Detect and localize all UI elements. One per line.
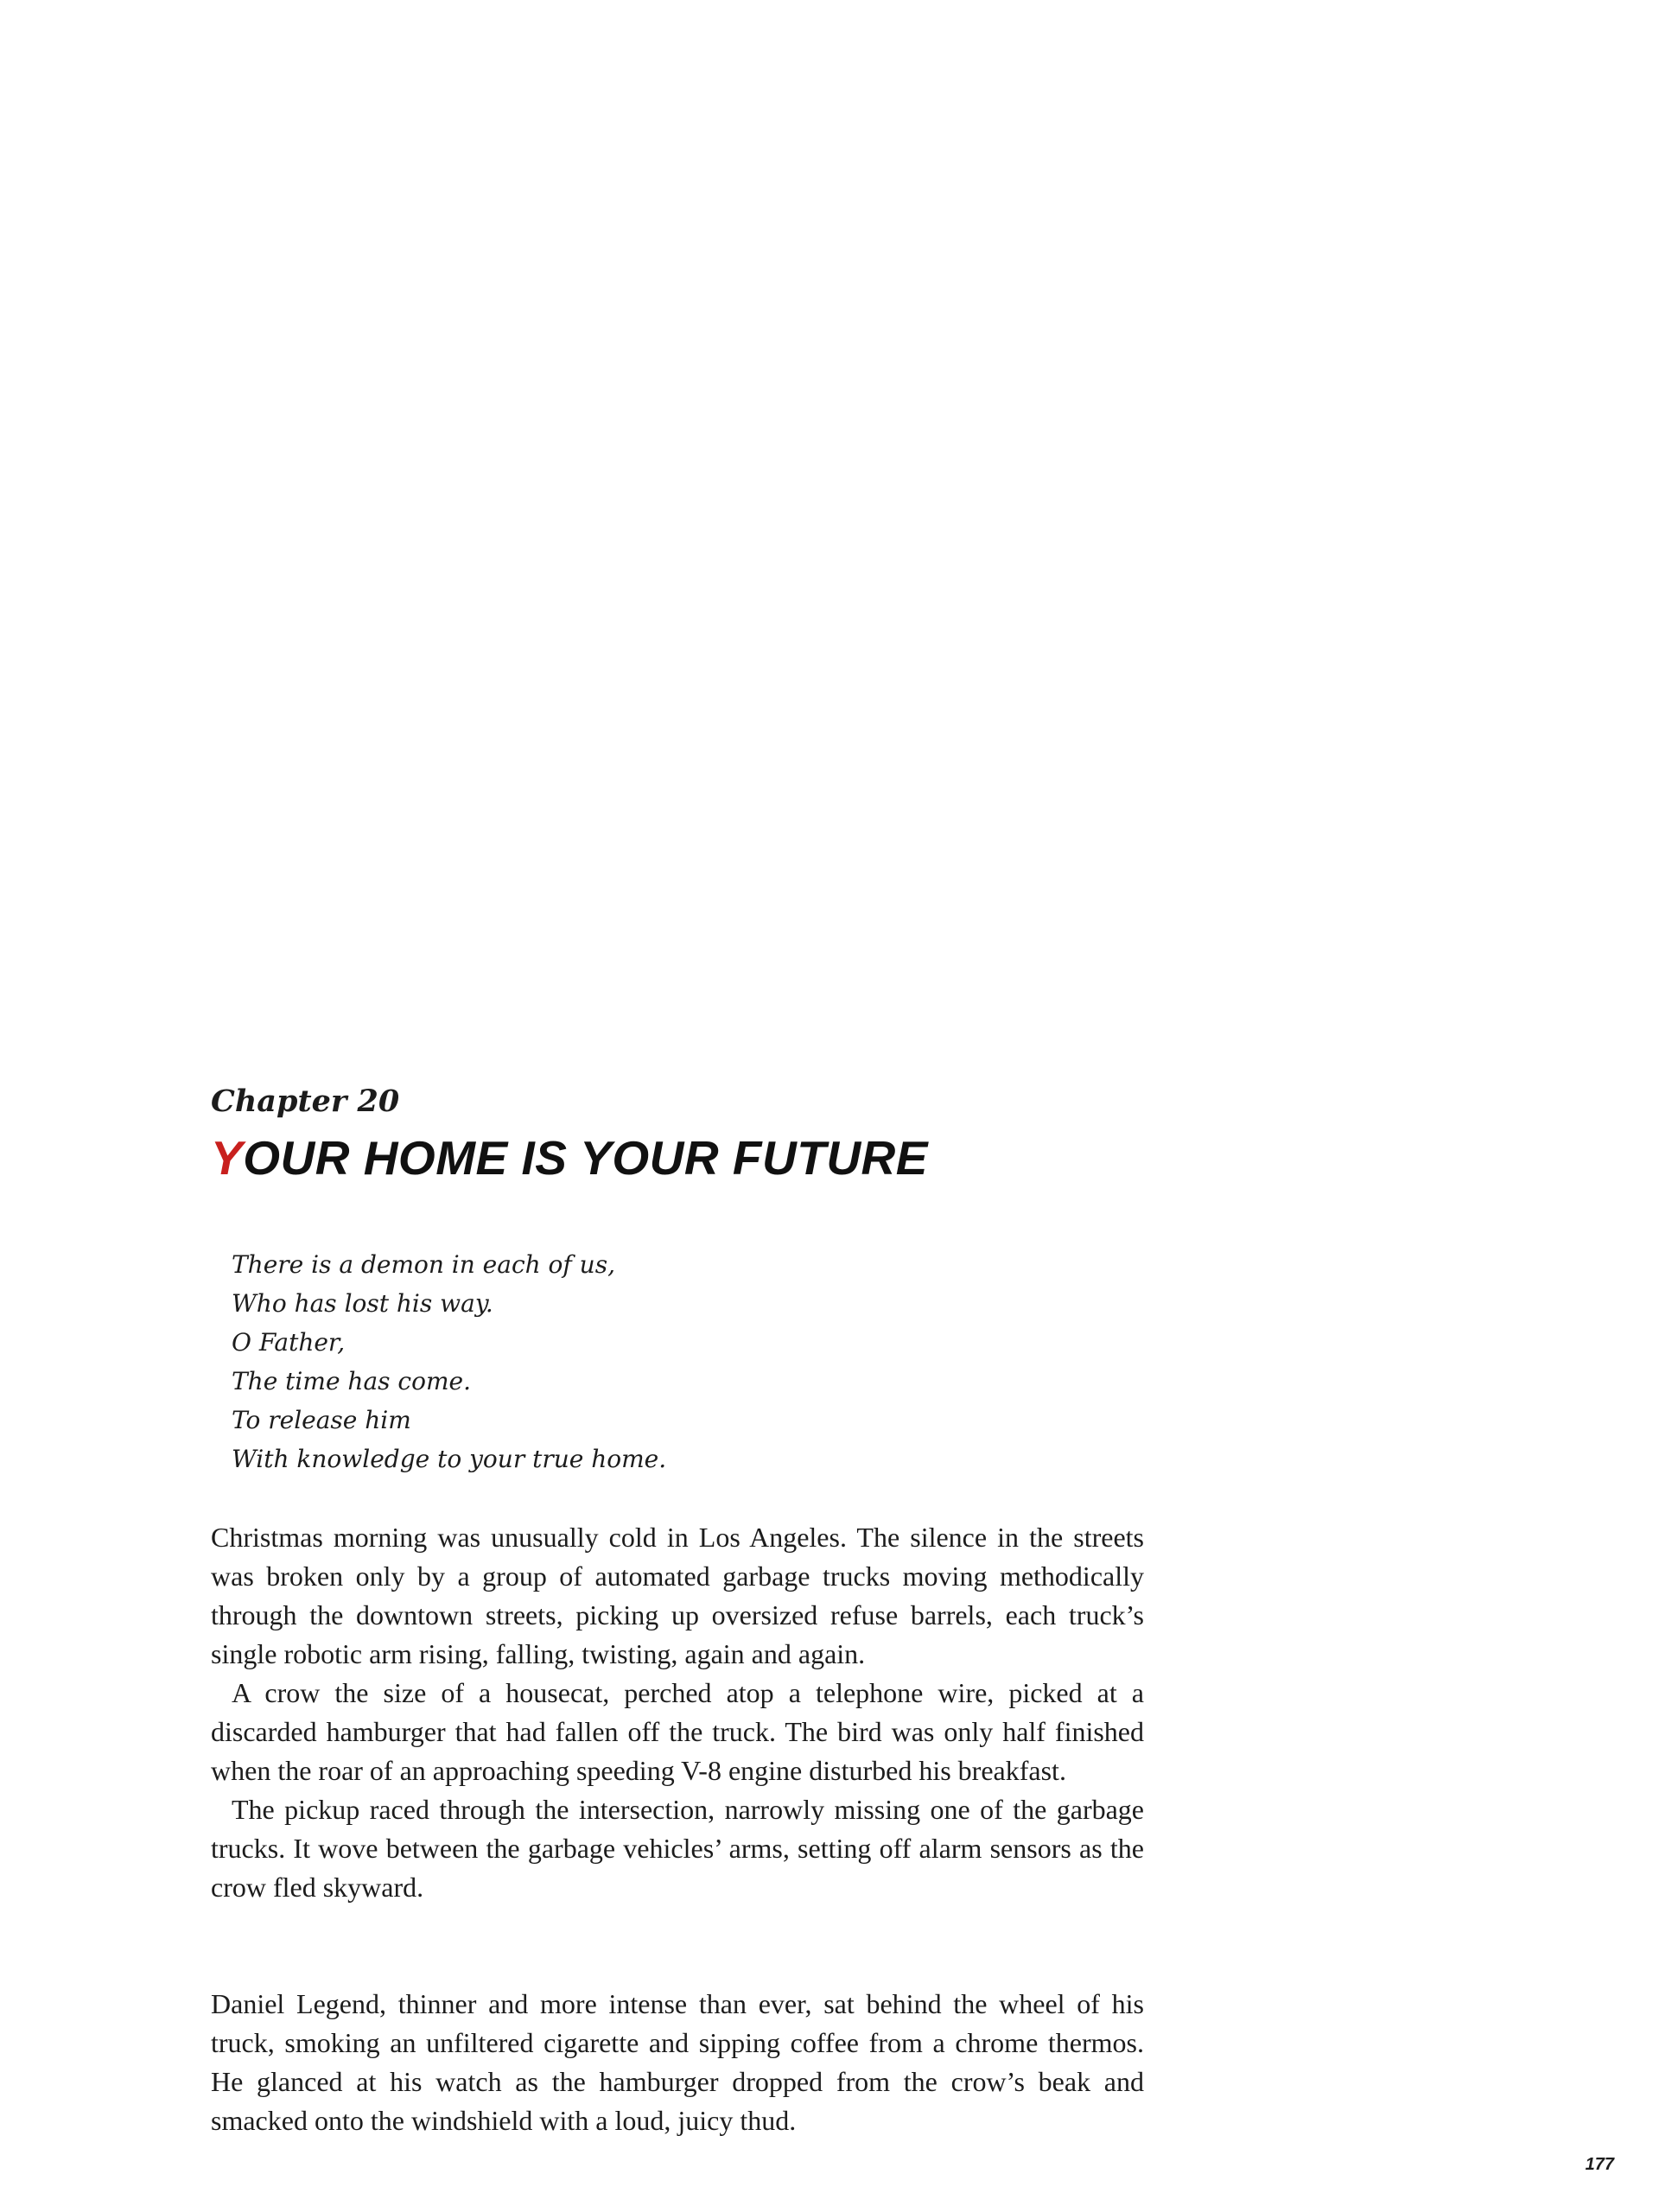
epigraph-line: O Father,	[232, 1328, 346, 1357]
epigraph-line: To release him	[232, 1406, 411, 1434]
epigraph-line: There is a demon in each of us,	[232, 1250, 615, 1279]
chapter-label: Chapter 20	[211, 1084, 400, 1119]
chapter-title	[211, 1130, 928, 1185]
body-paragraph: A crow the size of a housecat, perched atop a telephone wire, picked at a discarded hamburger that had fallen off the truck. The bird was only half finished when the roar of an approaching speeding V-8 engine disturbed his breakfast.	[211, 1677, 1144, 1786]
page-number: 177	[1585, 2155, 1614, 2174]
epigraph-line: The time has come.	[232, 1367, 471, 1395]
body-section-two	[211, 1985, 1144, 2140]
body-section-one	[211, 1518, 1144, 1907]
epigraph	[232, 1245, 666, 1478]
body-paragraph: Daniel Legend, thinner and more intense than ever, sat behind the wheel of his truck, smoking an unfiltered cigarette and sipping coffee from a chrome thermos. He glanced at his watch as the hamburger dropped from the crow’s beak and smacked onto the windshield with a loud, juicy thud.	[211, 1988, 1144, 2136]
chapter-title-initial: Y	[211, 1131, 244, 1185]
body-paragraph: Christmas morning was unusually cold in Los Angeles. The silence in the streets was broken only by a group of automated garbage trucks moving methodically through the downtown streets, picking up oversized refuse barrels, each truck’s single robotic arm rising, falling, twisting, again and again.	[211, 1522, 1144, 1669]
epigraph-line: With knowledge to your true home.	[232, 1445, 667, 1473]
epigraph-line: Who has lost his way.	[232, 1289, 493, 1318]
chapter-title-rest: OUR HOME IS YOUR FUTURE	[243, 1131, 928, 1185]
body-paragraph: The pickup raced through the intersection, narrowly missing one of the garbage trucks. It wove between the garbage vehicles’ arms, setting off alarm sensors as the crow fled skyward.	[211, 1794, 1144, 1903]
